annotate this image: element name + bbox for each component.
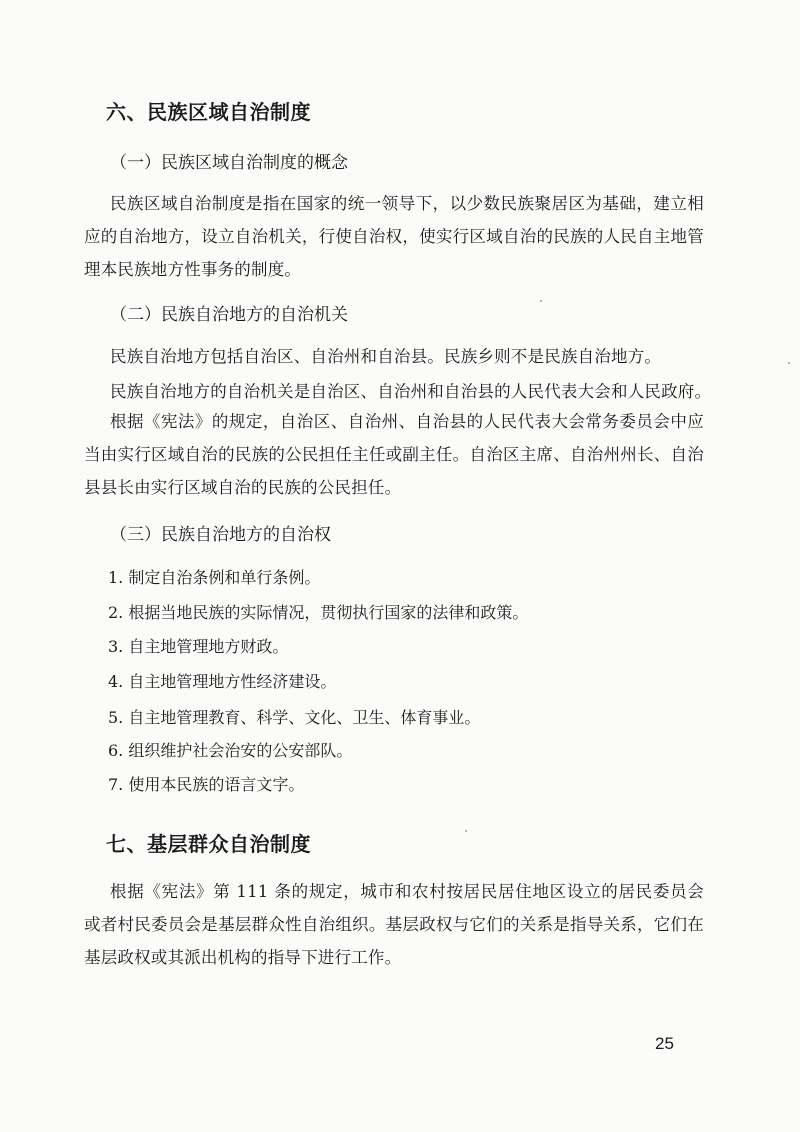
- section-6-heading: 六、民族区域自治制度: [106, 100, 311, 124]
- subsection-2-paragraph-3: 根据《宪法》的规定，自治区、自治州、自治县的人民代表大会常务委员会中应当由实行区域自治的民族的公民担任主任或副主任。自治区主席、自治州州长、自治县县长由实行区域自治的民族的公民担任。: [84, 412, 704, 497]
- subsection-2-paragraph-1: 民族自治地方包括自治区、自治州和自治县。民族乡则不是民族自治地方。: [110, 347, 662, 366]
- scan-speck: [788, 362, 790, 364]
- list-item: 6. 组织维护社会治安的公安部队。: [108, 741, 353, 760]
- list-item: 2. 根据当地民族的实际情况，贯彻执行国家的法律和政策。: [108, 603, 529, 622]
- subsection-1-heading: （一）民族区域自治制度的概念: [110, 153, 348, 173]
- page-number: 25: [655, 1034, 674, 1053]
- list-item: 1. 制定自治条例和单行条例。: [108, 568, 321, 587]
- subsection-1-paragraph: 民族区域自治制度是指在国家的统一领导下，以少数民族聚居区为基础，建立相应的自治地方，设立自治机关，行使自治权，使实行区域自治的民族的人民自主地管理本民族地方性事务的制度。: [84, 194, 704, 279]
- subsection-2-paragraph-2: 民族自治地方的自治机关是自治区、自治州和自治县的人民代表大会和人民政府。: [110, 382, 712, 401]
- list-item: 7. 使用本民族的语言文字。: [108, 775, 305, 794]
- list-item: 5. 自主地管理教育、科学、文化、卫生、体育事业。: [108, 708, 481, 727]
- list-item: 4. 自主地管理地方性经济建设。: [108, 672, 337, 691]
- subsection-3-heading: （三）民族自治地方的自治权: [110, 525, 331, 545]
- scan-speck: [540, 300, 542, 302]
- scan-speck: [465, 830, 467, 832]
- section-7-paragraph: 根据《宪法》第 111 条的规定，城市和农村按居民居住地区设立的居民委员会或者村民委员会是基层群众性自治组织。基层政权与它们的关系是指导关系，它们在基层政权或其派出机构的指导下进行工作。: [84, 882, 704, 967]
- list-item: 3. 自主地管理地方财政。: [108, 637, 289, 656]
- subsection-2-heading: （二）民族自治地方的自治机关: [110, 305, 348, 325]
- section-7-heading: 七、基层群众自治制度: [106, 832, 311, 856]
